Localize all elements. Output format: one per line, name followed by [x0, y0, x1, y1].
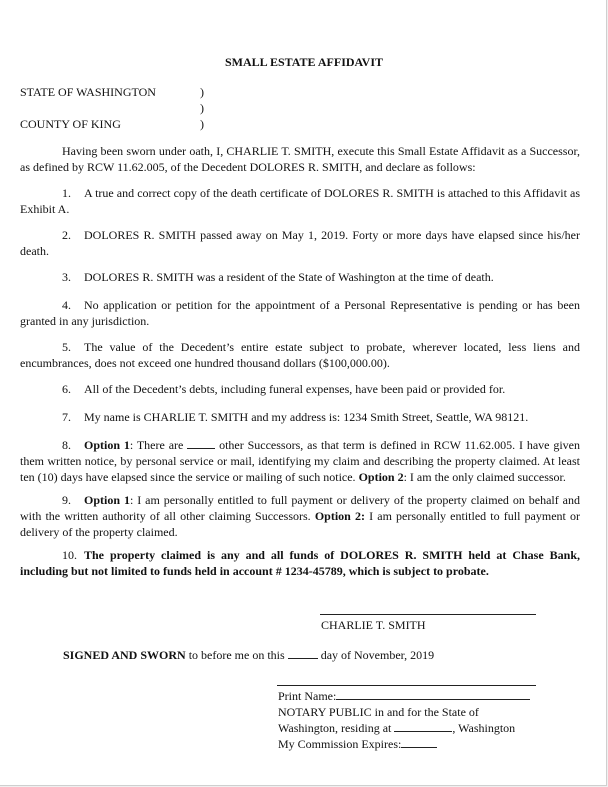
item-8 [20, 437, 580, 485]
item-text: : I am personally entitled to full payment or delivery of the property claimed on behalf and with the written authority of all other claiming Successors. [20, 493, 580, 523]
commission-label: My Commission Expires: [278, 737, 402, 751]
sworn-text: to before me on this [188, 648, 285, 662]
intro-text: Having been sworn under oath, I, CHARLIE T. SMITH, execute this Small Estate Affidavit as a Successor, as defined by RCW 11.62.005, of the Decedent DOLORES R. SMITH, and declare as follows: [20, 144, 580, 174]
caption-state: STATE OF WASHINGTON [20, 85, 156, 99]
signer-name: CHARLIE T. SMITH [321, 618, 426, 632]
item-7 [20, 409, 580, 425]
residing-blank[interactable] [394, 720, 452, 732]
notary-print-name [278, 688, 530, 704]
notary-line-1: NOTARY PUBLIC in and for the State of [278, 705, 479, 719]
item-10 [20, 547, 580, 579]
commission-blank[interactable] [401, 736, 437, 748]
item-number: 8. [62, 438, 71, 452]
item-4 [20, 297, 580, 329]
item-number: 6. [62, 382, 71, 396]
notary-signature-line[interactable] [277, 685, 536, 686]
item-text: The property claimed is any and all funds of DOLORES R. SMITH held at Chase Bank, including but not limited to funds held in account # 1234-45789, which is subject to probate. [20, 548, 580, 578]
item-text: other Successors, as that term is defined in RCW 11.62.005. I have given them written notice, by personal service or mail, identifying my claim and describing the property claimed. At least ten (10) days have elapsed since the service or mailing of such notice. [20, 438, 581, 484]
sworn-bold: SIGNED AND SWORN [63, 648, 186, 662]
item-number: 10. [62, 548, 77, 562]
item-text: DOLORES R. SMITH passed away on May 1, 2019. Forty or more days have elapsed since his/her death. [20, 228, 580, 258]
caption-paren-2: ) [200, 101, 204, 115]
item-number: 7. [62, 410, 71, 424]
item-text: The value of the Decedent’s entire estate subject to probate, wherever located, less liens and encumbrances, does not exceed one hundred thousand dollars ($100,000.00). [20, 340, 580, 370]
item-6 [20, 381, 580, 397]
item-text: I am personally entitled to full payment or delivery of the property claimed. [20, 509, 581, 539]
sworn-text: day of November, 2019 [320, 648, 435, 662]
residing-suffix: , Washington [452, 721, 516, 735]
item-text: : There are [129, 438, 184, 452]
item-text: My name is CHARLIE T. SMITH and my address is: 1234 Smith Street, Seattle, WA 98121. [84, 410, 529, 424]
item-2 [20, 227, 580, 259]
item-1 [20, 185, 580, 217]
item-text: DOLORES R. SMITH was a resident of the State of Washington at the time of death. [84, 270, 494, 284]
option-2-label: Option 2: [314, 509, 365, 523]
caption-county: COUNTY OF KING [20, 117, 121, 131]
item-3 [20, 269, 580, 285]
notary-line-3 [278, 736, 437, 752]
caption-paren-1: ) [200, 85, 204, 99]
option-2-label: Option 2 [358, 470, 404, 484]
item-number: 1. [62, 186, 71, 200]
item-text: No application or petition for the appointment of a Personal Representative is pending or has been granted in any jurisdiction. [20, 298, 580, 328]
item-text: All of the Decedent’s debts, including funeral expenses, have been paid or provided for. [84, 382, 506, 396]
signature-line[interactable] [320, 614, 536, 615]
option-1-label: Option 1 [84, 438, 130, 452]
item-number: 2. [62, 228, 71, 242]
item-number: 9. [62, 493, 71, 507]
residing-label: Washington, residing at [278, 721, 392, 735]
print-name-blank[interactable] [336, 688, 530, 700]
print-name-label: Print Name: [278, 689, 337, 703]
notary-line-2 [278, 720, 515, 736]
option-1-label: Option 1 [84, 493, 130, 507]
item-number: 3. [62, 270, 71, 284]
item-number: 4. [62, 298, 71, 312]
document-title: SMALL ESTATE AFFIDAVIT [224, 55, 384, 69]
item-number: 5. [62, 340, 71, 354]
item-text: A true and correct copy of the death certificate of DOLORES R. SMITH is attached to this Affidavit as Exhibit A. [20, 186, 580, 216]
day-blank[interactable] [288, 647, 318, 659]
successor-count-blank[interactable] [187, 437, 215, 449]
caption-paren-3: ) [200, 117, 204, 131]
item-text: : I am the only claimed successor. [403, 470, 566, 484]
sworn-statement [63, 647, 434, 663]
item-9 [20, 492, 580, 540]
intro-paragraph [20, 143, 580, 175]
item-5 [20, 339, 580, 371]
